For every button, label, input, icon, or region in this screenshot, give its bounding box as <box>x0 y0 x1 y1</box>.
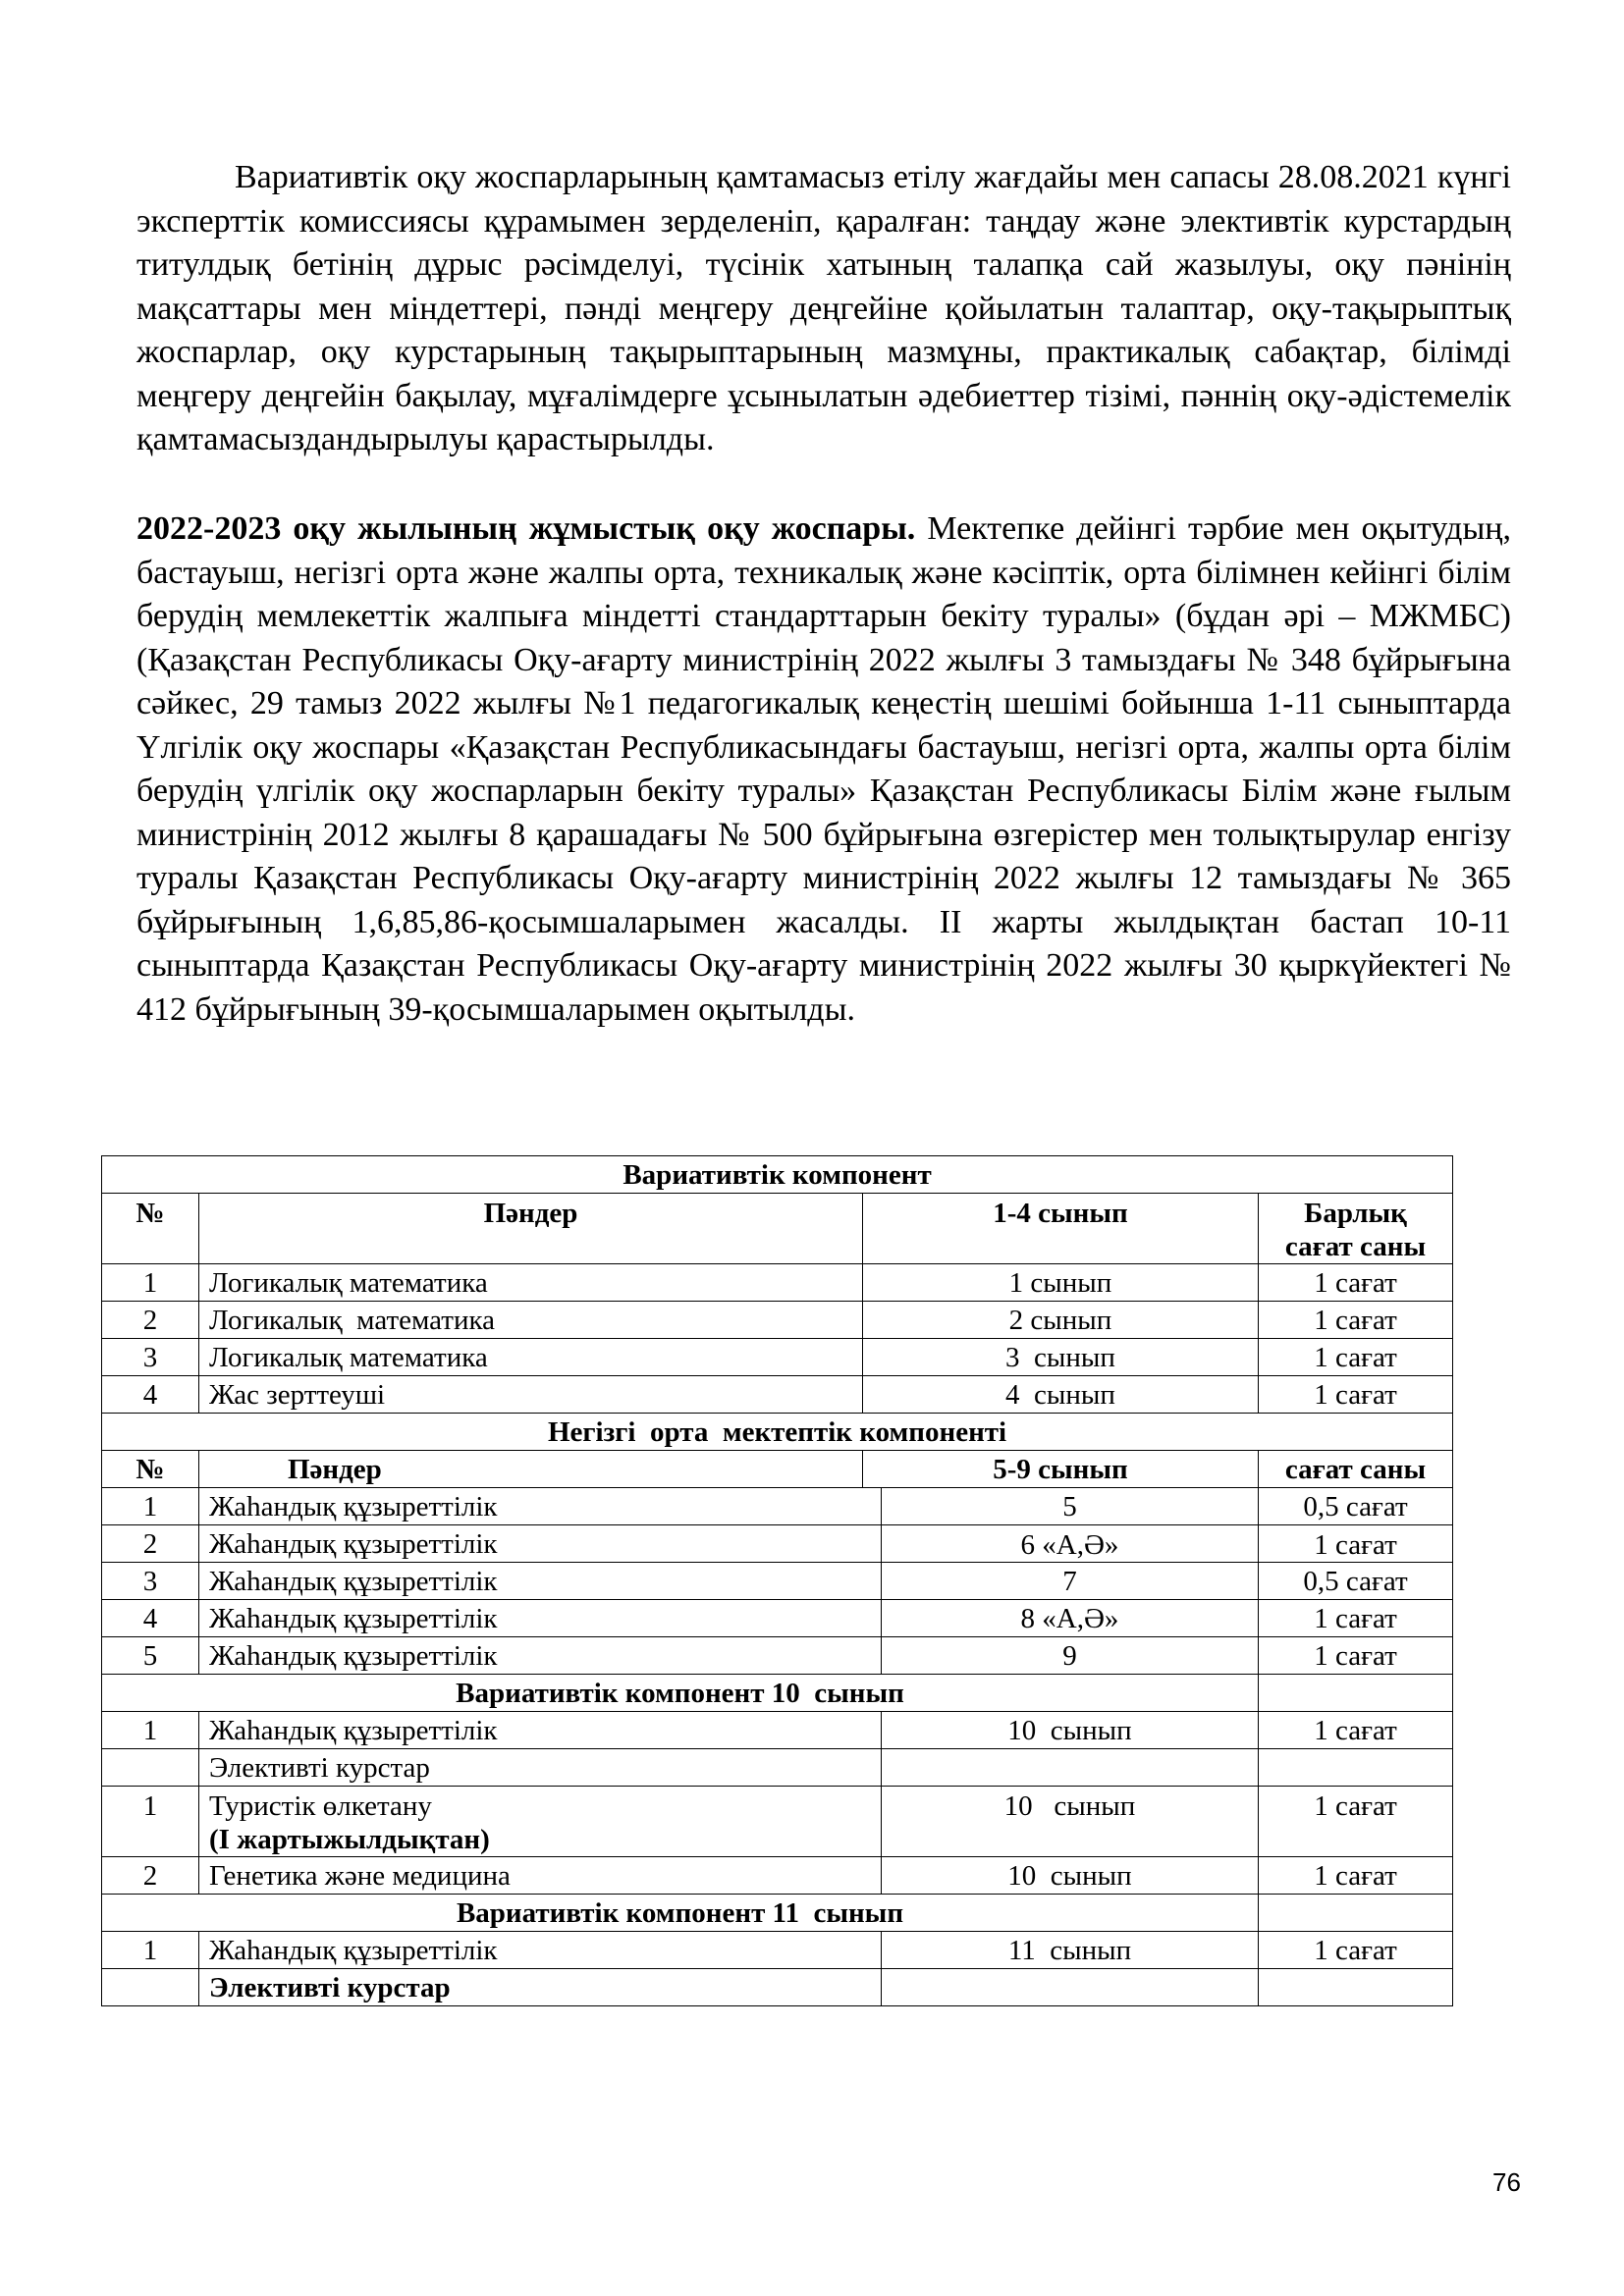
row-hours: 1 сағат <box>1259 1302 1453 1339</box>
row-grade: 11 сынып <box>882 1932 1259 1969</box>
table-row <box>102 1969 1453 2006</box>
table-row <box>102 1787 1453 1857</box>
header-subjects: Пәндер <box>199 1194 863 1264</box>
row-grade: 10 сынып <box>882 1857 1259 1895</box>
table-header-row <box>102 1451 1453 1488</box>
row-subject: Жаһандық құзыреттілік <box>199 1600 882 1637</box>
empty-cell <box>1259 1675 1453 1712</box>
table-row <box>102 1302 1453 1339</box>
row-grade: 3 сынып <box>863 1339 1259 1376</box>
table-title-row <box>102 1156 1453 1194</box>
row-subject: Жаһандық құзыреттілік <box>199 1932 882 1969</box>
row-num: 2 <box>102 1525 199 1563</box>
row-grade: 9 <box>882 1637 1259 1675</box>
table-row <box>102 1488 1453 1525</box>
row-grade: 7 <box>882 1563 1259 1600</box>
row-num: 5 <box>102 1637 199 1675</box>
header-grade: 1-4 сынып <box>863 1194 1259 1264</box>
paragraph-1-text: Вариативтік оқу жоспарларының қамтамасыз етілу жағдайы мен сапасы 28.08.2021 күнгі эксперттік комиссиясы құрамымен зерделеніп, қаралған: таңдау және элективтік курстардың титулдық бетінің дұрыс рәсімделуі, түсінік хатының талапқа сай жазылуы, оқу пәнінің мақсаттары мен міндеттері, пәнді меңгеру деңгейіне қойылатын талаптар, оқу-тақырыптық жоспарлар, оқу курстарының тақырыптарының мазмұны, практикалық сабақтар, білімді меңгеру деңгейін бақылау, мұғалімдерге ұсынылатын әдебиеттер тізімі, пәннің оқу-әдістемелік қамтамасыздандырылуы қарастырылды. <box>136 159 1511 457</box>
row-grade: 10 сынып <box>882 1787 1259 1857</box>
row-grade: 4 сынып <box>863 1376 1259 1414</box>
row-num: 2 <box>102 1302 199 1339</box>
section-title-row <box>102 1675 1453 1712</box>
header-hours: сағат саны <box>1259 1451 1453 1488</box>
row-subject-cell <box>199 1787 882 1857</box>
table-row <box>102 1857 1453 1895</box>
row-hours: 1 сағат <box>1259 1525 1453 1563</box>
variative-component-table <box>101 1155 1453 2006</box>
row-num: 1 <box>102 1488 199 1525</box>
header-subjects: Пәндер <box>199 1451 863 1488</box>
row-grade <box>882 1749 1259 1787</box>
row-hours: 0,5 сағат <box>1259 1488 1453 1525</box>
table-row <box>102 1264 1453 1302</box>
header-hours: Барлық сағат саны <box>1259 1194 1453 1264</box>
table-row <box>102 1525 1453 1563</box>
row-grade: 10 сынып <box>882 1712 1259 1749</box>
paragraph-2-heading: 2022-2023 оқу жылының жұмыстық оқу жоспары. <box>136 510 916 547</box>
row-subject: Элективті курстар <box>199 1749 882 1787</box>
row-hours: 1 сағат <box>1259 1376 1453 1414</box>
row-grade: 5 <box>882 1488 1259 1525</box>
row-subject: Жаһандық құзыреттілік <box>199 1637 882 1675</box>
row-hours: 1 сағат <box>1259 1600 1453 1637</box>
row-subject-note: (І жартыжылдықтан) <box>209 1824 490 1855</box>
table-row <box>102 1600 1453 1637</box>
row-grade <box>882 1969 1259 2006</box>
row-hours: 1 сағат <box>1259 1637 1453 1675</box>
section-title: Негізгі орта мектептік компоненті <box>102 1414 1453 1451</box>
table-row <box>102 1376 1453 1414</box>
table-row <box>102 1749 1453 1787</box>
row-hours: 0,5 сағат <box>1259 1563 1453 1600</box>
header-grade: 5-9 сынып <box>863 1451 1259 1488</box>
row-num <box>102 1749 199 1787</box>
table-row <box>102 1712 1453 1749</box>
header-num: № <box>102 1194 199 1264</box>
row-num: 4 <box>102 1600 199 1637</box>
table-row <box>102 1932 1453 1969</box>
row-subject: Элективті курстар <box>199 1969 882 2006</box>
row-hours: 1 сағат <box>1259 1787 1453 1857</box>
row-hours <box>1259 1969 1453 2006</box>
table-row <box>102 1339 1453 1376</box>
header-num: № <box>102 1451 199 1488</box>
row-num <box>102 1969 199 2006</box>
row-subject: Генетика және медицина <box>199 1857 882 1895</box>
row-num: 3 <box>102 1339 199 1376</box>
row-hours: 1 сағат <box>1259 1339 1453 1376</box>
paragraph-1 <box>136 156 1511 462</box>
row-grade: 1 сынып <box>863 1264 1259 1302</box>
row-subject: Жаһандық құзыреттілік <box>199 1712 882 1749</box>
section-title-row <box>102 1895 1453 1932</box>
paragraph-2-text: Мектепке дейінгі тәрбие мен оқытудың, бастауыш, негізгі орта және жалпы орта, техникалық және кәсіптік, орта білімнен кейінгі білім берудің мемлекеттік жалпыға міндетті стандарттарын бекіту туралы» (бұдан әрі – МЖМБС) (Қазақстан Республикасы Оқу-ағарту министрінің 2022 жылғы 3 тамыздағы № 348 бұйрығына сәйкес, 29 тамыз 2022 жылғы №1 педагогикалық кеңестің шешімі бойынша 1-11 сыныптарда Үлгілік оқу жоспары «Қазақстан Республикасындағы бастауыш, негізгі орта, жалпы орта білім берудің үлгілік оқу жоспарларын бекіту туралы» Қазақстан Республикасы Білім және ғылым министрінің 2012 жылғы 8 қарашадағы № 500 бұйрығына өзгерістер мен толықтырулар енгізу туралы Қазақстан Республикасы Оқу-ағарту министрінің 2022 жылғы 12 тамыздағы № 365 бұйрығының 1,6,85,86-қосымшаларымен жасалды. ІІ жарты жылдықтан бастап 10-11 сыныптарда Қазақстан Республикасы Оқу-ағарту министрінің 2022 жылғы 30 қыркүйектегі № 412 бұйрығының 39-қосымшаларымен оқытылды. <box>136 510 1511 1028</box>
table-row <box>102 1637 1453 1675</box>
row-num: 1 <box>102 1787 199 1857</box>
table-row <box>102 1563 1453 1600</box>
table-title: Вариативтік компонент <box>102 1156 1453 1194</box>
row-grade: 6 «А,Ә» <box>882 1525 1259 1563</box>
row-num: 1 <box>102 1712 199 1749</box>
row-subject: Логикалық математика <box>199 1302 863 1339</box>
row-subject: Логикалық математика <box>199 1339 863 1376</box>
row-grade: 2 сынып <box>863 1302 1259 1339</box>
row-subject: Жаһандық құзыреттілік <box>199 1525 882 1563</box>
row-num: 4 <box>102 1376 199 1414</box>
row-hours: 1 сағат <box>1259 1264 1453 1302</box>
row-subject: Туристік өлкетану <box>209 1790 432 1822</box>
row-hours: 1 сағат <box>1259 1712 1453 1749</box>
section-title-row <box>102 1414 1453 1451</box>
row-hours <box>1259 1749 1453 1787</box>
row-subject: Логикалық математика <box>199 1264 863 1302</box>
row-subject: Жас зерттеуші <box>199 1376 863 1414</box>
section-title: Вариативтік компонент 11 сынып <box>102 1895 1259 1932</box>
row-num: 3 <box>102 1563 199 1600</box>
paragraph-2 <box>136 507 1511 1032</box>
section-title: Вариативтік компонент 10 сынып <box>102 1675 1259 1712</box>
empty-cell <box>1259 1895 1453 1932</box>
row-num: 1 <box>102 1264 199 1302</box>
row-subject: Жаһандық құзыреттілік <box>199 1488 882 1525</box>
row-num: 2 <box>102 1857 199 1895</box>
row-grade: 8 «А,Ә» <box>882 1600 1259 1637</box>
row-hours: 1 сағат <box>1259 1857 1453 1895</box>
row-hours: 1 сағат <box>1259 1932 1453 1969</box>
row-num: 1 <box>102 1932 199 1969</box>
table-header-row <box>102 1194 1453 1264</box>
page-number: 76 <box>1492 2167 1521 2197</box>
row-subject: Жаһандық құзыреттілік <box>199 1563 882 1600</box>
